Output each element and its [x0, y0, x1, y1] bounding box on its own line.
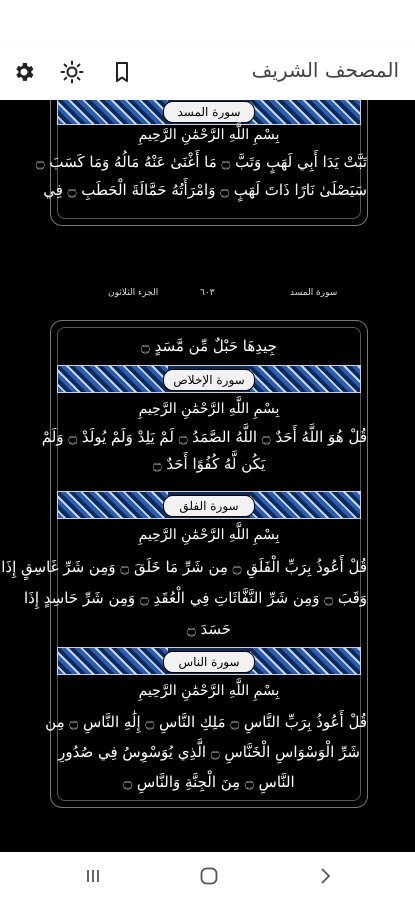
verse-line: تَبَّتْ يَدَا أَبِي لَهَبٍ وَتَبَّ ۝ مَا أَغْنَىٰ عَنْهُ مَالُهُ وَمَا كَسَبَ ۝	[35, 153, 367, 171]
brightness-sun-icon[interactable]	[60, 60, 84, 84]
home-icon[interactable]	[198, 865, 220, 887]
verse-line: حَسَدَ ۝	[186, 620, 232, 638]
surah-name: سورة الناس	[163, 651, 255, 673]
bookmark-icon[interactable]	[110, 60, 134, 84]
verse-line: سَيَصْلَىٰ نَارًا ذَاتَ لَهَبٍ ۝ وَامْرَأَتُهُ حَمَّالَةَ الْحَطَبِ ۝ فِي	[43, 181, 367, 199]
banner-ornament-right	[250, 648, 360, 674]
surah-banner	[57, 365, 361, 393]
previous-mushaf-page	[35, 100, 368, 226]
surah-banner	[57, 647, 361, 675]
surah-banner	[57, 100, 361, 125]
verse-line: وَقَبَ ۝ وَمِن شَرِّ النَّفَّاثَاتِ فِي الْعُقَدِ ۝ وَمِن شَرِّ حَاسِدٍ إِذَا	[24, 589, 367, 607]
verse-line: قُلْ هُوَ اللَّهُ أَحَدٌ ۝ اللَّهُ الصَّمَدُ ۝ لَمْ يَلِدْ وَلَمْ يُولَدْ ۝ وَلَمْ	[41, 428, 367, 446]
surah-banner	[57, 491, 361, 519]
verse-line: جِيدِهَا حَبْلٌ مِّن مَّسَدٍ ۝	[141, 337, 277, 355]
surah-name: سورة المسد	[163, 101, 255, 123]
banner-ornament-right	[250, 492, 360, 518]
surah-name: سورة الإخلاص	[163, 369, 255, 391]
verse-line: قُلْ أَعُوذُ بِرَبِّ الْفَلَقِ ۝ مِن شَرِّ مَا خَلَقَ ۝ وَمِن شَرِّ غَاسِقٍ إِذَا	[1, 558, 367, 576]
system-nav-bar	[0, 852, 415, 900]
banner-ornament-right	[250, 100, 360, 124]
mushaf-viewer[interactable]	[0, 100, 415, 852]
back-chevron-icon[interactable]	[314, 865, 336, 887]
banner-ornament-right	[250, 366, 360, 392]
banner-ornament-left	[58, 100, 168, 124]
verse-line: النَّاسِ ۝ مِنَ الْجِنَّةِ وَالنَّاسِ ۝	[123, 773, 295, 791]
mushaf-page	[1, 320, 368, 808]
banner-ornament-left	[58, 492, 168, 518]
surah-name: سورة الفلق	[163, 495, 255, 517]
page-number: ٦٠٣	[200, 288, 215, 298]
page-header-surah: سورة المسد	[290, 288, 338, 298]
basmala: بِسْمِ اللَّهِ الرَّحْمَٰنِ الرَّحِيمِ	[138, 527, 280, 543]
app-title: المصحف الشريف	[251, 58, 399, 82]
settings-gear-icon[interactable]	[12, 60, 36, 84]
basmala: بِسْمِ اللَّهِ الرَّحْمَٰنِ الرَّحِيمِ	[138, 401, 280, 417]
page-header-juz: الجزء الثلاثون	[108, 288, 159, 298]
page-header	[50, 288, 366, 304]
recent-apps-icon[interactable]	[82, 865, 104, 887]
verse-line: قُلْ أَعُوذُ بِرَبِّ النَّاسِ ۝ مَلِكِ النَّاسِ ۝ إِلَٰهِ النَّاسِ ۝ مِن	[45, 713, 367, 731]
status-bar	[0, 0, 415, 44]
basmala: بِسْمِ اللَّهِ الرَّحْمَٰنِ الرَّحِيمِ	[138, 127, 280, 143]
banner-ornament-left	[58, 648, 168, 674]
verse-line: يَكُن لَّهُ كُفُوًا أَحَدٌ ۝	[152, 455, 266, 473]
app-bar	[0, 44, 415, 100]
verse-line: شَرِّ الْوَسْوَاسِ الْخَنَّاسِ ۝ الَّذِي يُوَسْوِسُ فِي صُدُورِ	[58, 743, 360, 761]
basmala: بِسْمِ اللَّهِ الرَّحْمَٰنِ الرَّحِيمِ	[138, 683, 280, 699]
banner-ornament-left	[58, 366, 168, 392]
